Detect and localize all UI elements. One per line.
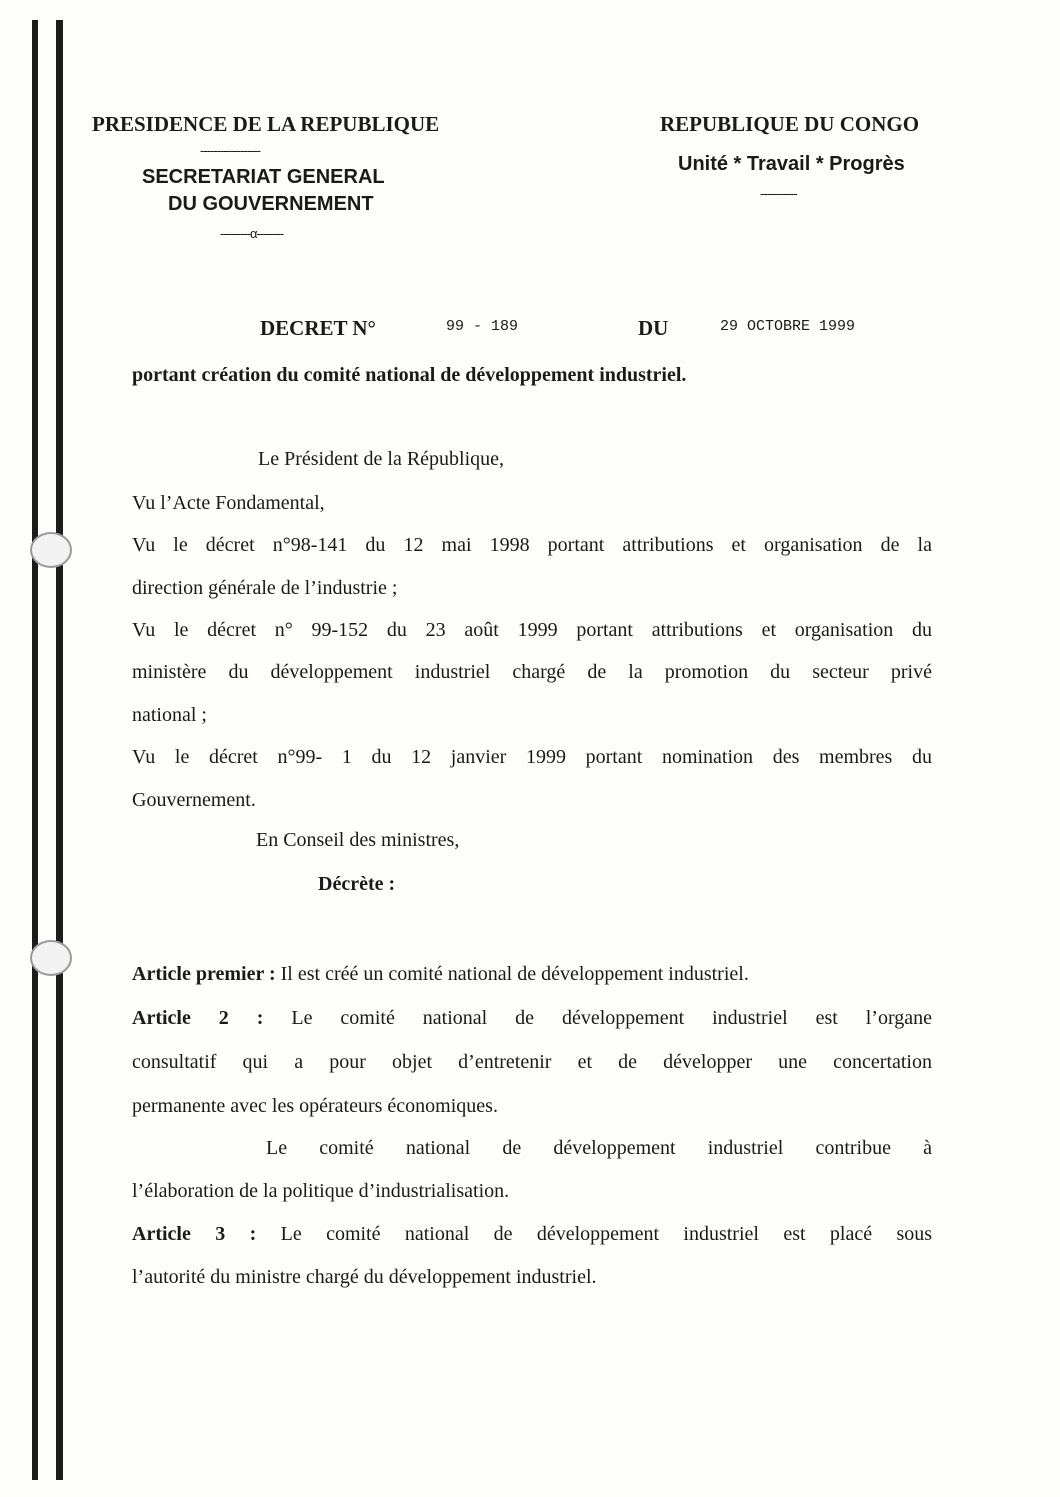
presidence-title: PRESIDENCE DE LA REPUBLIQUE (92, 112, 440, 136)
article-2-line: permanente avec les opérateurs économiques. (132, 1095, 498, 1117)
article-1-label: Article premier : (132, 963, 276, 985)
article-2-text: Le comité national de développement industriel est l’organe (291, 1007, 933, 1029)
header-right (660, 112, 980, 201)
punch-hole (30, 532, 72, 568)
council-line: En Conseil des ministres, (256, 829, 460, 851)
preamble-line: Vu le décret n°99- 1 du 12 janvier 1999 portant nomination des membres du (132, 746, 932, 768)
motto: Unité * Travail * Progrès (678, 153, 905, 175)
org-line-2: DU GOUVERNEMENT (168, 193, 374, 215)
article-3-label: Article 3 : (132, 1223, 257, 1245)
separator: ----------- (760, 186, 797, 201)
preamble-line: Vu le décret n° 99-152 du 23 août 1999 portant attributions et organisation du (132, 619, 932, 641)
preamble-line: direction générale de l’industrie ; (132, 577, 398, 599)
preamble-line: ministère du développement industriel chargé de la promotion du secteur privé (132, 661, 932, 683)
article-3-line: l’autorité du ministre chargé du développement industriel. (132, 1266, 597, 1288)
binder-bar (56, 20, 63, 1480)
president-line: Le Président de la République, (258, 448, 505, 470)
decree-date: 29 OCTOBRE 1999 (720, 318, 856, 335)
binder-bar (32, 20, 38, 1480)
separator: ---------α-------- (220, 226, 284, 241)
republic-title: REPUBLIQUE DU CONGO (660, 112, 920, 136)
article-1 (132, 960, 932, 988)
separator: ------------------ (200, 143, 260, 158)
preamble-line: Gouvernement. (132, 789, 256, 811)
preamble-line: Vu le décret n°98-141 du 12 mai 1998 portant attributions et organisation de la (132, 534, 932, 556)
org-line-1: SECRETARIAT GENERAL (142, 166, 385, 188)
article-3-text: Le comité national de développement industriel est placé sous (280, 1223, 933, 1245)
decree-number: 99 - 189 (446, 318, 519, 335)
article-1-text: Il est créé un comité national de développement industriel. (280, 963, 749, 985)
article-2-label: Article 2 : (132, 1007, 264, 1029)
binder-strip (30, 20, 68, 1480)
article-2-para2-line: Le comité national de développement industriel contribue à (266, 1137, 932, 1159)
decrees-line: Décrète : (318, 873, 396, 895)
preamble-line: national ; (132, 704, 207, 726)
punch-hole (30, 940, 72, 976)
decree-subject: portant création du comité national de développement industriel. (132, 364, 687, 386)
article-2-line: consultatif qui a pour objet d’entretenir et de développer une concertation (132, 1051, 932, 1073)
decree-label: DECRET N° (260, 316, 376, 340)
article-3-line (132, 1220, 932, 1248)
preamble-line: Vu l’Acte Fondamental, (132, 492, 325, 514)
header-left (92, 112, 512, 241)
article-2-line (132, 1004, 932, 1032)
article-2-para2-line: l’élaboration de la politique d’industrialisation. (132, 1180, 510, 1202)
decree-du: DU (638, 316, 669, 340)
